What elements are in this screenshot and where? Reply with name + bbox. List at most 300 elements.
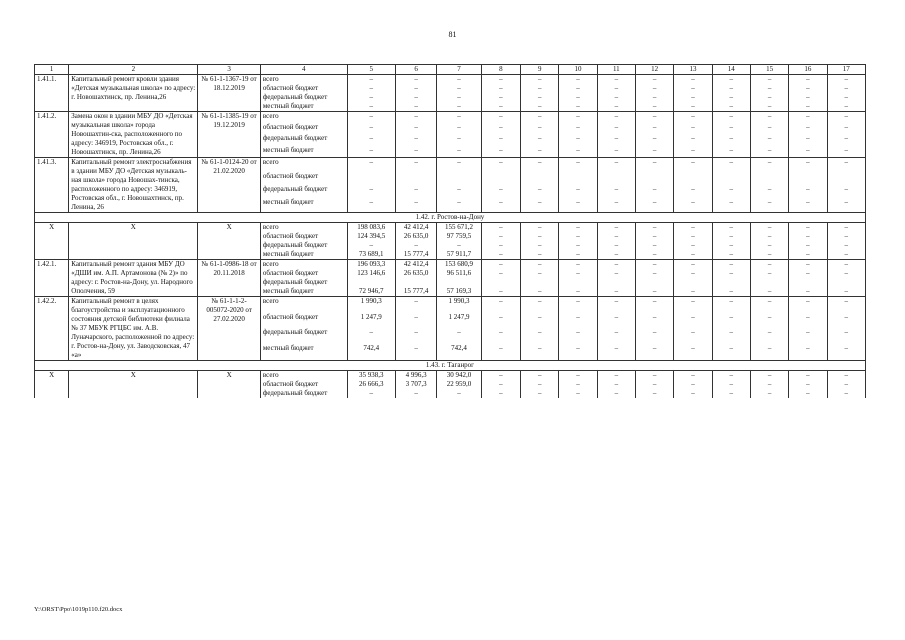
value-cell: – [521,380,559,389]
value-cell: – [521,260,559,270]
value-cell: – [521,269,559,278]
table-row [35,371,866,381]
value-cell: – [559,158,597,172]
value-cell: – [712,198,750,212]
funding-source: всего [260,158,347,172]
value-cell [712,172,750,185]
item-number: Х [35,371,69,399]
funding-source: областной бюджет [260,232,347,241]
value-cell: – [712,371,750,381]
item-name: Х [69,223,198,260]
column-header: 12 [635,65,673,75]
value-cell: – [597,158,635,172]
value-cell: – [827,84,865,93]
value-cell: 124 394,5 [347,232,395,241]
value-cell: – [635,313,673,329]
value-cell: – [712,287,750,297]
value-cell: 3 707,3 [396,380,437,389]
value-cell: 123 146,6 [347,269,395,278]
value-cell: – [521,123,559,134]
value-cell: – [750,260,788,270]
value-cell: – [674,250,712,260]
funding-source: местный бюджет [260,287,347,297]
value-cell: – [635,232,673,241]
value-cell: 72 946,7 [347,287,395,297]
table-row [35,75,866,85]
value-cell: – [789,241,827,250]
item-number: 1.41.3. [35,158,69,213]
value-cell: – [789,344,827,360]
value-cell [559,278,597,287]
value-cell: – [481,260,520,270]
value-cell: – [597,232,635,241]
item-name: Замена окон в здании МБУ ДО «Детская музыкальная школа» города Новошахтин-ска, расположенного по адресу: 346919, Ростовская обл., г. Новошахтинск, пр. Ленина,26 [69,112,198,158]
item-name: Капитальный ремонт в целях благоустройства и эксплуатационного состояния детской библиотеки филиала № 37 МБУК РГЦБС им. А.В. Луначарского, расположенной по адресу: г. Ростов-на-Дону, ул. Заводсковская, 47 «а» [69,297,198,361]
value-cell: – [750,328,788,344]
value-cell: – [437,146,481,158]
value-cell: – [347,241,395,250]
value-cell: – [521,328,559,344]
value-cell: 97 759,5 [437,232,481,241]
value-cell: – [712,344,750,360]
value-cell: – [437,112,481,124]
value-cell: – [521,389,559,398]
value-cell [347,172,395,185]
table-row [35,223,866,233]
value-cell: – [674,287,712,297]
value-cell: – [597,93,635,102]
value-cell: – [827,297,865,313]
value-cell: – [789,371,827,381]
value-cell: – [597,241,635,250]
value-cell: – [521,84,559,93]
value-cell: – [635,75,673,85]
value-cell: – [674,93,712,102]
value-cell: – [481,198,520,212]
value-cell: – [635,93,673,102]
value-cell: – [789,123,827,134]
funding-source: всего [260,371,347,381]
value-cell: – [481,380,520,389]
value-cell: – [437,93,481,102]
value-cell: – [481,241,520,250]
value-cell: – [789,313,827,329]
column-header: 11 [597,65,635,75]
value-cell: 4 996,3 [396,371,437,381]
value-cell [674,172,712,185]
value-cell: – [396,146,437,158]
value-cell: – [347,123,395,134]
value-cell: 57 911,7 [437,250,481,260]
value-cell: – [712,123,750,134]
value-cell: – [635,241,673,250]
column-header: 14 [712,65,750,75]
value-cell [347,278,395,287]
value-cell: – [559,223,597,233]
value-cell: – [635,198,673,212]
value-cell: – [674,146,712,158]
value-cell: – [521,75,559,85]
value-cell: 196 093,3 [347,260,395,270]
value-cell [597,172,635,185]
value-cell: 153 680,9 [437,260,481,270]
value-cell: – [789,75,827,85]
value-cell: 22 959,0 [437,380,481,389]
value-cell: – [789,102,827,112]
value-cell [437,172,481,185]
value-cell: – [674,344,712,360]
value-cell: – [521,223,559,233]
value-cell: – [597,75,635,85]
value-cell: 198 083,6 [347,223,395,233]
value-cell: – [712,260,750,270]
value-cell: – [712,102,750,112]
value-cell: 30 942,0 [437,371,481,381]
item-document: № 61-1-1367-19 от 18.12.2019 [198,75,261,112]
value-cell: – [712,297,750,313]
value-cell: – [347,185,395,198]
value-cell: – [481,328,520,344]
value-cell: – [597,269,635,278]
value-cell: – [712,380,750,389]
value-cell: – [827,112,865,124]
value-cell: – [674,297,712,313]
value-cell: – [396,93,437,102]
item-number: 1.42.2. [35,297,69,361]
value-cell: – [712,232,750,241]
value-cell: – [347,93,395,102]
value-cell: – [827,250,865,260]
value-cell: – [827,232,865,241]
value-cell: – [674,75,712,85]
section-heading-row [35,361,866,371]
value-cell [396,172,437,185]
value-cell: – [597,250,635,260]
funding-source: федеральный бюджет [260,328,347,344]
value-cell: – [750,158,788,172]
value-cell: 73 689,1 [347,250,395,260]
value-cell: – [674,260,712,270]
column-header: 17 [827,65,865,75]
value-cell: – [521,93,559,102]
value-cell: – [437,185,481,198]
value-cell [750,172,788,185]
value-cell: – [789,84,827,93]
value-cell: 1 247,9 [347,313,395,329]
column-header: 4 [260,65,347,75]
value-cell: – [712,250,750,260]
funding-source: местный бюджет [260,146,347,158]
value-cell: – [789,198,827,212]
value-cell: – [521,371,559,381]
value-cell: – [674,102,712,112]
funding-source: всего [260,223,347,233]
value-cell: – [521,158,559,172]
column-header: 7 [437,65,481,75]
value-cell: – [481,287,520,297]
value-cell: – [674,241,712,250]
value-cell [789,172,827,185]
value-cell: – [712,134,750,145]
funding-source: федеральный бюджет [260,93,347,102]
value-cell: – [712,223,750,233]
value-cell: – [521,232,559,241]
value-cell: – [597,102,635,112]
value-cell: – [635,84,673,93]
value-cell: – [481,134,520,145]
value-cell [481,172,520,185]
funding-source: областной бюджет [260,172,347,185]
value-cell: – [635,185,673,198]
column-header: 16 [789,65,827,75]
value-cell: – [750,146,788,158]
value-cell: – [674,112,712,124]
value-cell: – [827,223,865,233]
value-cell: – [559,371,597,381]
value-cell: – [437,198,481,212]
table-row [35,112,866,124]
value-cell: – [481,102,520,112]
value-cell: – [635,287,673,297]
value-cell: – [827,380,865,389]
value-cell: – [712,328,750,344]
value-cell: – [521,344,559,360]
value-cell: – [437,158,481,172]
value-cell: – [597,123,635,134]
value-cell: – [750,380,788,389]
value-cell: – [674,134,712,145]
value-cell: – [597,134,635,145]
value-cell: 96 511,6 [437,269,481,278]
value-cell: – [635,269,673,278]
value-cell [750,278,788,287]
value-cell: – [674,185,712,198]
value-cell: – [559,260,597,270]
value-cell: – [559,380,597,389]
value-cell: – [750,269,788,278]
value-cell [827,172,865,185]
value-cell: – [396,328,437,344]
value-cell: – [827,102,865,112]
value-cell [827,278,865,287]
value-cell: – [712,84,750,93]
value-cell: – [827,287,865,297]
value-cell: – [559,389,597,398]
value-cell: – [789,232,827,241]
value-cell: – [827,75,865,85]
item-number: 1.41.1. [35,75,69,112]
value-cell: – [347,112,395,124]
value-cell: – [521,134,559,145]
value-cell: – [789,158,827,172]
page-number: 81 [448,30,457,39]
value-cell: – [559,134,597,145]
value-cell: 26 635,0 [396,232,437,241]
value-cell: – [437,328,481,344]
value-cell: – [750,313,788,329]
value-cell: – [597,112,635,124]
value-cell: – [559,198,597,212]
value-cell: – [347,84,395,93]
value-cell: – [521,287,559,297]
value-cell: 1 247,9 [437,313,481,329]
value-cell: 742,4 [437,344,481,360]
value-cell: – [789,134,827,145]
value-cell: – [750,102,788,112]
value-cell: – [750,241,788,250]
value-cell: – [635,123,673,134]
value-cell: – [712,185,750,198]
value-cell: – [481,84,520,93]
value-cell: – [396,75,437,85]
value-cell: – [597,287,635,297]
file-path-footer: Y:\ORST\Ppo\1019p110.f20.docx [34,606,123,613]
value-cell: – [674,223,712,233]
funding-source: федеральный бюджет [260,185,347,198]
value-cell: – [712,112,750,124]
value-cell: – [635,371,673,381]
value-cell: – [750,223,788,233]
funding-source: федеральный бюджет [260,389,347,398]
funding-source: федеральный бюджет [260,134,347,145]
value-cell: – [827,344,865,360]
value-cell [396,278,437,287]
value-cell: – [712,146,750,158]
value-cell: – [559,112,597,124]
item-document: № 61-1-1385-19 от 19.12.2019 [198,112,261,158]
value-cell: – [559,102,597,112]
table-row [35,158,866,172]
value-cell: – [559,123,597,134]
value-cell: – [597,84,635,93]
value-cell: – [597,185,635,198]
item-document: Х [198,223,261,260]
value-cell: – [827,198,865,212]
value-cell: – [750,123,788,134]
value-cell: 742,4 [347,344,395,360]
value-cell: – [750,287,788,297]
value-cell: – [635,328,673,344]
value-cell: – [789,389,827,398]
value-cell: – [347,102,395,112]
value-cell: – [597,297,635,313]
value-cell: – [827,269,865,278]
section-heading-row [35,213,866,223]
funding-source: областной бюджет [260,123,347,134]
value-cell: – [635,344,673,360]
value-cell [521,172,559,185]
value-cell: – [559,146,597,158]
value-cell: – [437,84,481,93]
value-cell: – [559,269,597,278]
value-cell: – [559,328,597,344]
value-cell: – [674,158,712,172]
value-cell: 42 412,4 [396,260,437,270]
value-cell: – [674,232,712,241]
value-cell: – [597,313,635,329]
value-cell: 1 990,3 [347,297,395,313]
value-cell: 26 635,0 [396,269,437,278]
value-cell: – [750,112,788,124]
value-cell: – [674,328,712,344]
value-cell: – [396,241,437,250]
value-cell: – [521,250,559,260]
value-cell: – [481,250,520,260]
value-cell: – [597,223,635,233]
value-cell: – [437,134,481,145]
value-cell: – [674,371,712,381]
column-header: 5 [347,65,395,75]
value-cell [635,172,673,185]
value-cell: – [674,380,712,389]
value-cell: – [674,84,712,93]
value-cell: – [481,185,520,198]
value-cell: – [827,328,865,344]
funding-source: областной бюджет [260,84,347,93]
value-cell: – [481,232,520,241]
value-cell: – [750,371,788,381]
section-heading: 1.43. г. Таганрог [35,361,866,371]
value-cell: – [559,297,597,313]
value-cell: – [481,371,520,381]
value-cell: – [750,344,788,360]
value-cell: – [635,158,673,172]
value-cell: 42 412,4 [396,223,437,233]
value-cell: – [347,146,395,158]
value-cell: 155 671,2 [437,223,481,233]
header-row [35,65,866,75]
value-cell: – [712,158,750,172]
value-cell: – [712,313,750,329]
value-cell [481,278,520,287]
value-cell: – [396,185,437,198]
item-document: Х [198,371,261,399]
value-cell: – [750,297,788,313]
item-document: № 61-1-0124-20 от 21.02.2020 [198,158,261,213]
item-name: Капитальный ремонт кровли здания «Детская музыкальная школа» по адресу: г. Новошахтинск, пр. Ленина,26 [69,75,198,112]
value-cell: – [521,112,559,124]
value-cell: – [437,75,481,85]
column-header: 2 [69,65,198,75]
value-cell: 15 777,4 [396,287,437,297]
value-cell: – [521,146,559,158]
value-cell: – [396,198,437,212]
value-cell: – [635,389,673,398]
value-cell: – [347,75,395,85]
value-cell: – [481,297,520,313]
item-number: 1.42.1. [35,260,69,297]
value-cell: – [827,134,865,145]
budget-table [34,64,866,398]
value-cell: – [750,232,788,241]
value-cell: – [712,75,750,85]
item-name: Х [69,371,198,399]
value-cell [789,278,827,287]
value-cell: – [559,287,597,297]
value-cell: – [437,123,481,134]
value-cell: – [481,389,520,398]
value-cell: – [597,146,635,158]
value-cell: – [437,241,481,250]
funding-source: местный бюджет [260,198,347,212]
value-cell: – [827,371,865,381]
value-cell: – [347,158,395,172]
funding-source: областной бюджет [260,313,347,329]
column-header: 15 [750,65,788,75]
value-cell: – [396,84,437,93]
value-cell: – [635,134,673,145]
funding-source: местный бюджет [260,102,347,112]
